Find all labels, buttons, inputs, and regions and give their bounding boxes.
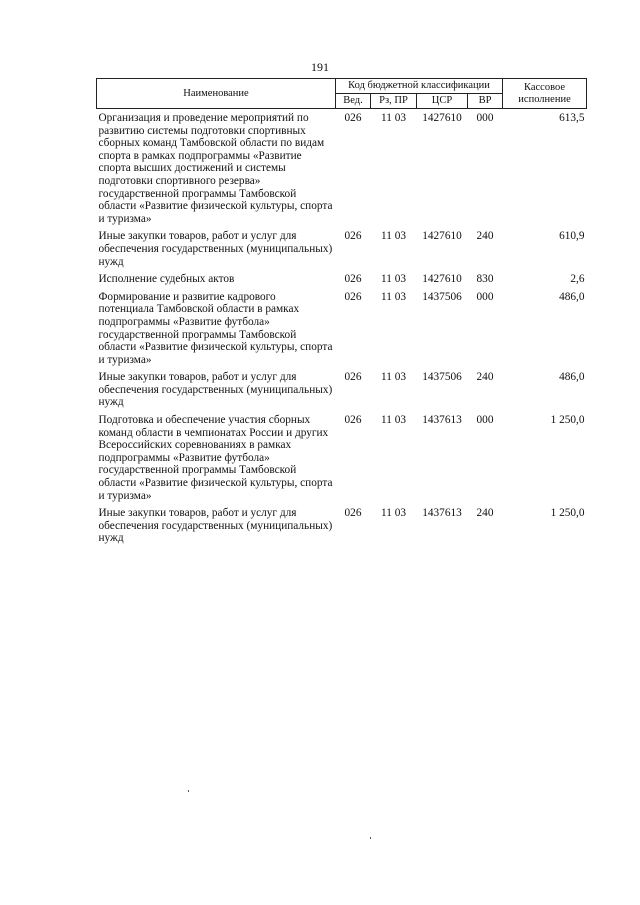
row-rz-pr: 11 03: [381, 290, 406, 303]
row-ved: 026: [344, 371, 362, 384]
row-name: Формирование и развитие кадрового потенциала Тамбовской области в рамках подпрограммы «Развитие футбола» государственной программы Тамбовской области «Развитие физической культуры, спорта и туризма»: [98, 290, 333, 366]
row-amount: 2,6: [570, 273, 585, 286]
row-vr: 240: [476, 507, 494, 520]
row-amount: 613,5: [559, 112, 585, 124]
row-amount: 486,0: [559, 371, 585, 384]
row-name: Организация и проведение мероприятий по развитию системы подготовки спортивных сборных команд Тамбовской области по видам спорта в рамках подпрограммы «Развитие спорта высших достижений и системы подготовки спортивного резерва» государственной программы Тамбовской области «Развитие физической культуры, спорта и туризма»: [98, 112, 333, 225]
column-header-name: Наименование: [97, 79, 336, 109]
table-row: [97, 273, 587, 291]
row-ved: 026: [344, 507, 362, 520]
row-ved: 026: [344, 414, 362, 427]
row-ved: 026: [344, 112, 362, 124]
column-header-csr: ЦСР: [417, 94, 468, 109]
column-header-classification: Код бюджетной классификации: [336, 79, 503, 94]
table-body: [97, 109, 587, 551]
row-vr: 240: [476, 371, 494, 384]
scan-speck: [188, 790, 189, 792]
row-csr: 1437506: [422, 371, 462, 384]
row-amount: 610,9: [559, 230, 585, 243]
row-vr: 830: [476, 273, 494, 286]
table-row: [97, 291, 587, 372]
row-amount: 1 250,0: [550, 507, 585, 520]
row-name: Подготовка и обеспечение участия сборных команд области в чемпионатах России и других Всероссийских соревнованиях в рамках подпрограммы «Развитие футбола» государственной программы Тамбовской области «Развитие физической культуры, спорта и туризма»: [98, 414, 333, 502]
row-csr: 1437613: [422, 507, 462, 520]
row-csr: 1427610: [422, 273, 462, 286]
row-rz-pr: 11 03: [381, 371, 406, 384]
row-csr: 1437506: [422, 290, 462, 303]
column-header-ved: Вед.: [336, 94, 371, 109]
row-amount: 1 250,0: [550, 414, 585, 427]
row-name: Иные закупки товаров, работ и услуг для обеспечения государственных (муниципальных) нужд: [98, 371, 333, 409]
row-csr: 1427610: [422, 112, 462, 124]
row-name: Иные закупки товаров, работ и услуг для обеспечения государственных (муниципальных) нужд: [98, 230, 333, 268]
row-csr: 1427610: [422, 230, 462, 243]
row-ved: 026: [344, 230, 362, 243]
row-vr: 000: [476, 414, 494, 427]
column-header-vr: ВР: [468, 94, 503, 109]
row-ved: 026: [344, 290, 362, 303]
row-rz-pr: 11 03: [381, 273, 406, 286]
column-header-rz-pr: Рз, ПР: [371, 94, 417, 109]
row-name: Иные закупки товаров, работ и услуг для обеспечения государственных (муниципальных) нужд: [98, 507, 333, 545]
table-row: [97, 414, 587, 507]
row-rz-pr: 11 03: [381, 112, 406, 124]
row-vr: 000: [476, 290, 494, 303]
page-number: 191: [311, 60, 329, 74]
row-vr: 240: [476, 230, 494, 243]
row-name: Исполнение судебных актов: [98, 273, 235, 286]
row-vr: 000: [476, 112, 494, 124]
table-row: [97, 371, 587, 414]
row-rz-pr: 11 03: [381, 230, 406, 243]
scan-speck: [370, 837, 371, 839]
row-ved: 026: [344, 273, 362, 286]
table-row: [97, 507, 587, 550]
table-row: [97, 112, 587, 230]
row-csr: 1437613: [422, 414, 462, 427]
table-row: [97, 230, 587, 273]
budget-table: [96, 78, 587, 550]
column-header-execution: Кассовое исполнение: [503, 79, 587, 109]
row-amount: 486,0: [559, 290, 585, 303]
row-rz-pr: 11 03: [381, 507, 406, 520]
row-rz-pr: 11 03: [381, 414, 406, 427]
table-header: [97, 79, 587, 109]
